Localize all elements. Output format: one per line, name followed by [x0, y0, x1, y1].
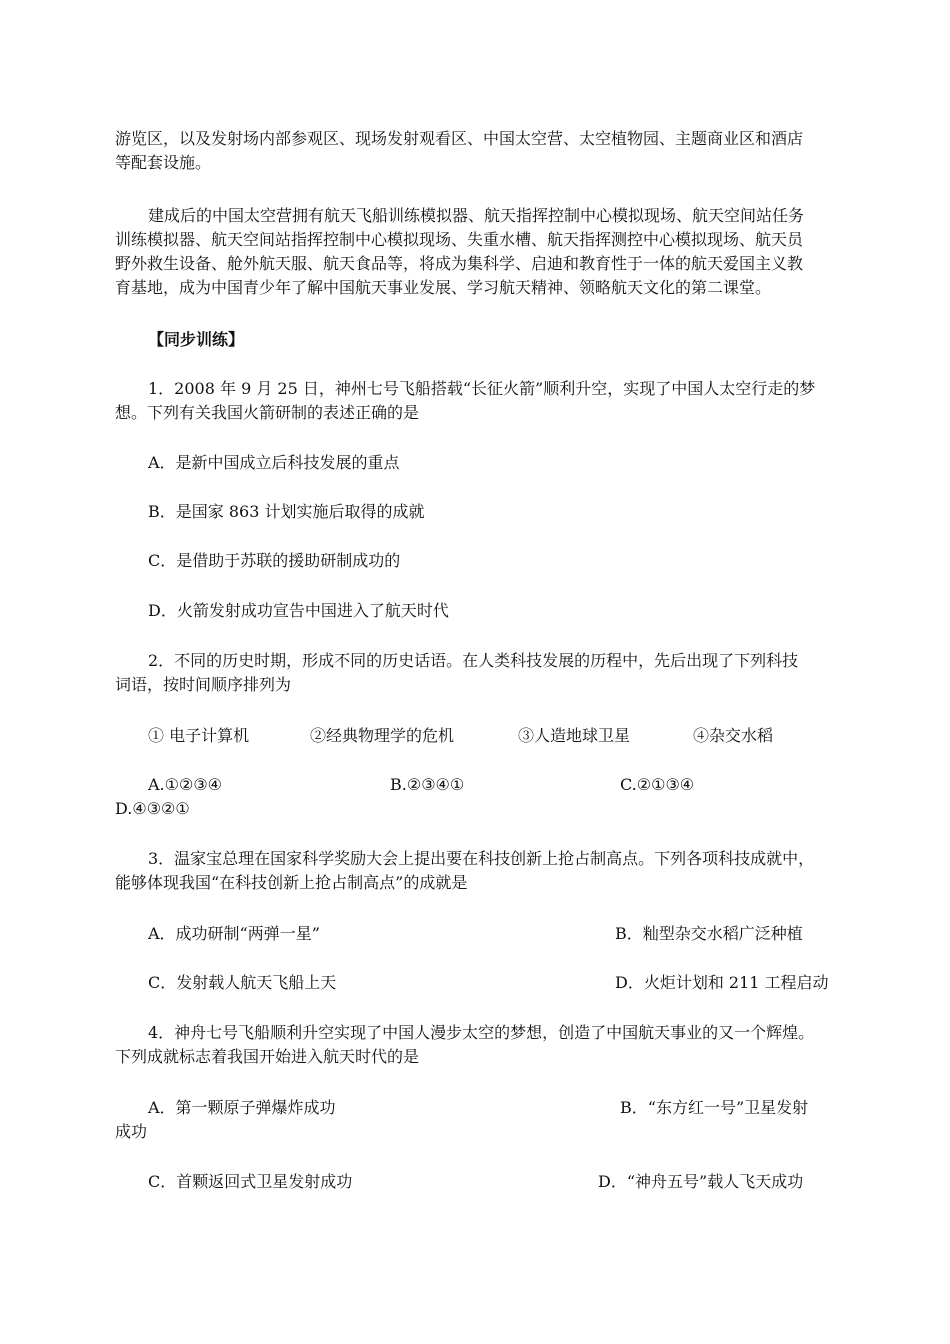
- q4-option-d: D．“神舟五号”载人飞天成功: [598, 1172, 804, 1191]
- q1-stem-line2: 想。下列有关我国火箭研制的表述正确的是: [115, 403, 420, 422]
- q3-option-a: A．成功研制“两弹一星”: [148, 924, 320, 943]
- q2-item-2: ②经典物理学的危机: [310, 726, 455, 745]
- q2-option-a: A.①②③④: [148, 775, 223, 794]
- q4-option-b-wrap: 成功: [115, 1122, 148, 1141]
- intro-p1-line2: 等配套设施。: [115, 153, 212, 172]
- q1-option-c: C．是借助于苏联的援助研制成功的: [148, 551, 401, 570]
- q1-stem-line1: 1．2008 年 9 月 25 日，神州七号飞船搭载“长征火箭”顺利升空，实现了中国人太空行走的梦: [148, 379, 816, 398]
- q2-item-4: ④杂交水稻: [693, 726, 774, 745]
- q4-option-a: A．第一颗原子弹爆炸成功: [148, 1098, 336, 1117]
- q4-option-b: B．“东方红一号”卫星发射: [620, 1098, 809, 1117]
- q2-stem-line2: 词语，按时间顺序排列为: [115, 675, 292, 694]
- q1-option-a: A．是新中国成立后科技发展的重点: [148, 453, 400, 472]
- intro-p2-line1: 建成后的中国太空营拥有航天飞船训练模拟器、航天指挥控制中心模拟现场、航天空间站任务: [148, 206, 805, 225]
- intro-p2-line2: 训练模拟器、航天空间站指挥控制中心模拟现场、失重水槽、航天指挥测控中心模拟现场、航天员: [115, 230, 804, 249]
- intro-p2-line3: 野外救生设备、舱外航天服、航天食品等，将成为集科学、启迪和教育性于一体的航天爱国主义教: [115, 254, 804, 273]
- q2-item-1: ① 电子计算机: [148, 726, 250, 745]
- q3-option-b: B．籼型杂交水稻广泛种植: [615, 924, 803, 943]
- q2-option-b: B.②③④①: [390, 775, 465, 794]
- intro-p2-line4: 育基地，成为中国青少年了解中国航天事业发展、学习航天精神、领略航天文化的第二课堂。: [115, 278, 772, 297]
- q2-stem-line1: 2．不同的历史时期，形成不同的历史话语。在人类科技发展的历程中，先后出现了下列科技: [148, 651, 799, 670]
- section-title: 【同步训练】: [148, 330, 245, 349]
- q4-stem-line1: 4．神舟七号飞船顺利升空实现了中国人漫步太空的梦想，创造了中国航天事业的又一个辉煌。: [148, 1023, 815, 1042]
- intro-p1-line1: 游览区，以及发射场内部参观区、现场发射观看区、中国太空营、太空植物园、主题商业区和酒店: [115, 129, 804, 148]
- q2-option-c: C.②①③④: [620, 775, 695, 794]
- q3-option-d: D．火炬计划和 211 工程启动: [615, 973, 829, 992]
- q3-option-c: C．发射载人航天飞船上天: [148, 973, 337, 992]
- q1-option-b: B．是国家 863 计划实施后取得的成就: [148, 502, 425, 521]
- q2-item-3: ③人造地球卫星: [518, 726, 631, 745]
- q1-option-d: D．火箭发射成功宣告中国进入了航天时代: [148, 601, 449, 620]
- q2-option-d: D.④③②①: [115, 799, 190, 818]
- q3-stem-line2: 能够体现我国“在科技创新上抢占制高点”的成就是: [115, 873, 468, 892]
- q3-stem-line1: 3．温家宝总理在国家科学奖励大会上提出要在科技创新上抢占制高点。下列各项科技成就中，: [148, 849, 815, 868]
- q4-option-c: C．首颗返回式卫星发射成功: [148, 1172, 353, 1191]
- q4-stem-line2: 下列成就标志着我国开始进入航天时代的是: [115, 1047, 420, 1066]
